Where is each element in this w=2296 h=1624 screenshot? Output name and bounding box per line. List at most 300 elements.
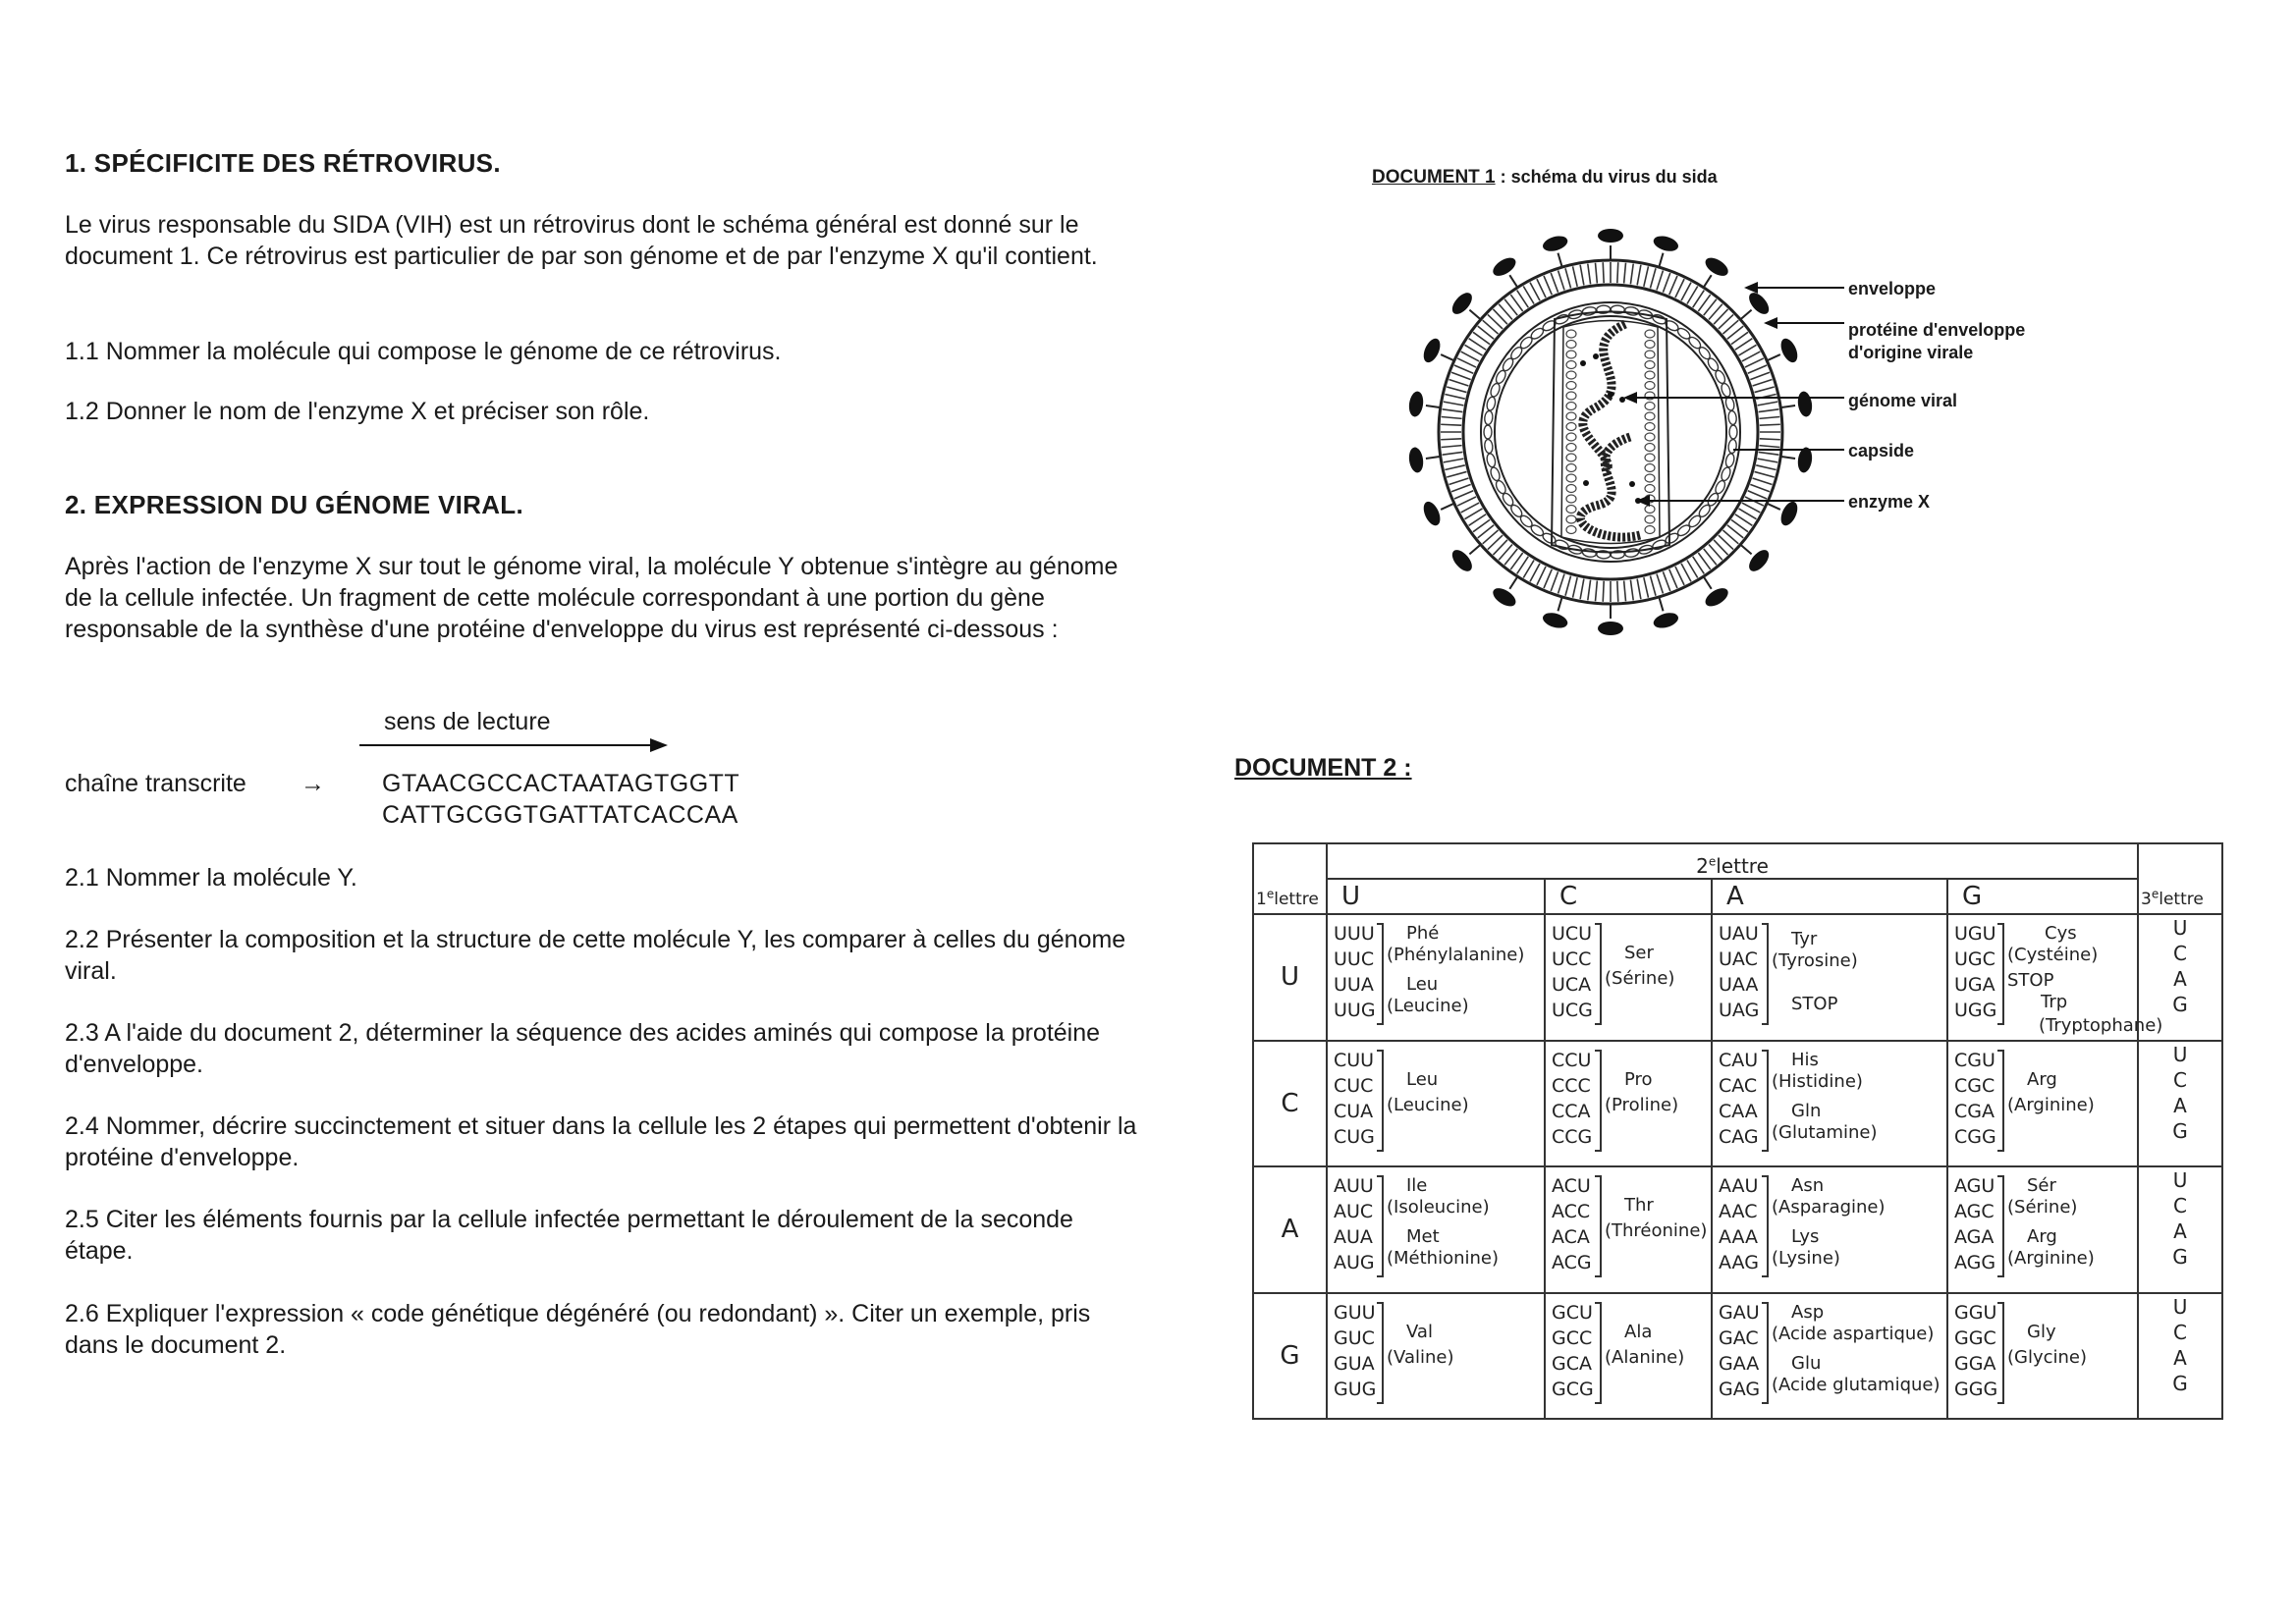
amino-acid-label: Ser (1624, 943, 1654, 964)
viral-genome (1580, 324, 1640, 537)
lipid-tick (1742, 503, 1760, 513)
codon: CGA (1954, 1100, 1995, 1122)
document2-title: DOCUMENT 2 : (1234, 754, 1412, 782)
lipid-tick (1644, 266, 1649, 286)
codon-bracket (1377, 1302, 1384, 1404)
codon: CGG (1954, 1125, 1996, 1148)
amino-acid-label: (Alanine) (1605, 1346, 1685, 1368)
amino-acid-label: (Sérine) (2007, 1197, 2078, 1218)
label-genome: génome viral (1848, 391, 1958, 410)
capsid-bead (1484, 410, 1494, 425)
amino-acid-label: Ala (1624, 1321, 1653, 1342)
question-2-5: 2.5 Citer les éléments fournis par la cellule infectée permettant le déroulement de la seconde étape. (65, 1206, 1073, 1265)
third-letter: G (2172, 993, 2188, 1017)
third-letter: G (2172, 1245, 2188, 1270)
third-letter: U (2172, 916, 2188, 941)
lipid-tick (1657, 270, 1663, 290)
lipid-tick (1454, 491, 1473, 499)
amino-acid-label: Met (1406, 1226, 1440, 1248)
codon-cell (1327, 1041, 1545, 1166)
codon: UCC (1552, 948, 1592, 971)
capsid-bead (1624, 306, 1639, 316)
lipid-tick (1603, 262, 1604, 283)
document1-caption (1372, 167, 1718, 189)
lipid-tick (1530, 283, 1540, 300)
codon: GUC (1334, 1326, 1375, 1349)
lipid-tick (1756, 465, 1776, 470)
codon: AAU (1719, 1175, 1759, 1198)
codon-cell (1327, 1293, 1545, 1419)
lipid-tick (1675, 567, 1684, 585)
lipid-tick (1442, 416, 1462, 418)
codon-cell (1545, 1041, 1712, 1166)
lipid-tick (1588, 580, 1591, 601)
codon: GUU (1334, 1301, 1376, 1324)
viral-core (1552, 312, 1669, 553)
codon: GCC (1552, 1326, 1593, 1349)
codon: AUA (1334, 1226, 1373, 1249)
codon: GCA (1552, 1352, 1592, 1375)
lipid-tick (1449, 380, 1468, 386)
codon-bracket (1377, 1050, 1384, 1152)
envelope-spike (1420, 499, 1454, 527)
lipid-tick (1663, 571, 1669, 591)
third-letter: C (2173, 1067, 2187, 1092)
codon: GUG (1334, 1378, 1377, 1400)
envelope-spike (1652, 234, 1680, 267)
third-letter: U (2172, 1168, 2188, 1193)
core-bead (1645, 382, 1655, 390)
lipid-tick (1748, 365, 1767, 373)
lipid-tick (1657, 574, 1663, 594)
third-letter-column (2138, 1166, 2222, 1292)
lipid-tick (1663, 273, 1669, 293)
table-row (1253, 1041, 2222, 1166)
question-1-2: 1.2 Donner le nom de l'enzyme X et préciser son rôle. (65, 398, 650, 425)
lipid-tick (1750, 372, 1770, 379)
core-bead (1645, 361, 1655, 369)
lipid-tick (1530, 564, 1540, 581)
section2-intro: Après l'action de l'enzyme X sur tout le génome viral, la molécule Y obtenue s'intègre au génome de la cellule infectée. Un fragment de cette molécule correspondant à une portion du gène responsable de la synthèse d'une protéine d'enveloppe du virus est représenté ci-dessous : (65, 553, 1119, 643)
third-letter-column (2138, 1041, 2222, 1166)
amino-acid-label: (Acide aspartique) (1772, 1323, 1935, 1344)
codon: AAC (1719, 1201, 1758, 1223)
lipid-tick (1537, 567, 1546, 585)
amino-acid-label: Trp (2041, 992, 2068, 1013)
core-bead (1566, 474, 1576, 482)
core-bead (1645, 433, 1655, 441)
third-letter: A (2173, 1345, 2187, 1370)
codon: UAG (1719, 1000, 1760, 1022)
header-second-letter (1327, 843, 2138, 879)
codon-cell (1545, 1166, 1712, 1292)
core-bead (1566, 433, 1576, 441)
amino-acid-label: His (1791, 1049, 1819, 1070)
core-bead (1645, 474, 1655, 482)
codon: GUA (1334, 1352, 1375, 1375)
core-bead (1566, 506, 1576, 514)
envelope-spike (1407, 391, 1441, 418)
codon-bracket (1997, 1302, 2004, 1404)
lipid-tick (1551, 571, 1558, 591)
codon-cell (1327, 1166, 1545, 1292)
codon: AUC (1334, 1201, 1374, 1223)
lipid-tick (1675, 279, 1684, 298)
envelope-spike (1407, 447, 1441, 474)
codon: ACA (1552, 1226, 1590, 1249)
core-bead (1645, 412, 1655, 420)
core-bead (1566, 403, 1576, 410)
capsid (1481, 302, 1740, 562)
envelope-spike (1420, 336, 1454, 364)
label-enzyme: enzyme X (1848, 492, 1931, 512)
amino-acid-label: (Tyrosine) (1772, 950, 1858, 972)
section2-title: 2. EXPRESSION DU GÉNOME VIRAL. (65, 490, 523, 519)
column-header-a: A (1712, 879, 1947, 914)
third-letter: A (2173, 1219, 2187, 1244)
lipid-tick (1444, 459, 1464, 462)
transcribed-strand: GTAACGCCACTAATAGTGGTT (382, 770, 740, 797)
lipid-tick (1454, 365, 1473, 373)
table-row (1253, 1166, 2222, 1292)
capsid-bead (1724, 453, 1735, 467)
amino-acid-label: Sér (2027, 1175, 2056, 1197)
capsid-bead (1486, 453, 1497, 467)
amino-acid-label: (Acide glutamique) (1772, 1374, 1941, 1395)
lipid-tick (1447, 471, 1466, 477)
codon-bracket (1377, 923, 1384, 1025)
section1-intro: Le virus responsable du SIDA (VIH) est un rétrovirus dont le schéma général est donné sur le document 1. Ce rétrovirus est particulier de par son génome et de par l'enzyme X qu'il contient. (65, 211, 1098, 270)
core-bead (1645, 330, 1655, 338)
amino-acid-label: (Méthionine) (1387, 1248, 1500, 1270)
core-bead (1645, 515, 1655, 523)
lipid-tick (1558, 270, 1564, 290)
core-bead (1566, 361, 1576, 369)
amino-acid-label: Asp (1791, 1301, 1825, 1323)
envelope-spike (1449, 545, 1481, 575)
core-bead (1566, 454, 1576, 461)
lipid-tick (1580, 265, 1584, 286)
amino-acid-label: Lys (1791, 1226, 1820, 1248)
table-row (1253, 914, 2222, 1040)
core-bead (1566, 515, 1576, 523)
amino-acid-label: (Leucine) (1387, 1094, 1469, 1115)
core-bead (1566, 371, 1576, 379)
core-bead (1645, 403, 1655, 410)
envelope-spike (1541, 597, 1569, 630)
amino-acid-label: (Asparagine) (1772, 1197, 1886, 1218)
envelope-spike (1598, 229, 1623, 260)
third-letter: G (2172, 1118, 2188, 1143)
core-bead (1566, 351, 1576, 358)
lipid-tick (1537, 279, 1546, 298)
lipid-tick (1750, 484, 1770, 491)
question-2-1: 2.1 Nommer la molécule Y. (65, 864, 357, 892)
codon: CAC (1719, 1074, 1758, 1097)
lipid-tick (1451, 372, 1471, 379)
lipid-tick (1588, 264, 1591, 285)
codon-bracket (1762, 1175, 1769, 1277)
codon: UCA (1552, 974, 1592, 997)
amino-acid-label: (Glycine) (2007, 1346, 2088, 1368)
lipid-tick (1624, 580, 1626, 601)
codon: GCU (1552, 1301, 1593, 1324)
codon: UCU (1552, 923, 1593, 946)
lipid-tick (1755, 387, 1775, 393)
lipid-tick (1558, 574, 1564, 594)
core-bead (1566, 423, 1576, 431)
amino-acid-label: Tyr (1791, 929, 1818, 950)
codon: CCG (1552, 1125, 1593, 1148)
row-header-a: A (1253, 1166, 1327, 1292)
lipid-tick (1760, 439, 1780, 440)
lipid-tick (1603, 581, 1604, 602)
lipid-tick (1595, 580, 1597, 601)
amino-acid-label: (Valine) (1387, 1346, 1454, 1368)
capsid-bead (1729, 425, 1737, 439)
lipid-tick (1759, 409, 1779, 412)
envelope-spike (1740, 545, 1773, 575)
envelope-spike (1541, 234, 1569, 267)
lipid-tick (1441, 439, 1461, 440)
codon: CUG (1334, 1125, 1375, 1148)
codon: GCG (1552, 1378, 1594, 1400)
codon-bracket (1762, 1302, 1769, 1404)
core-bead (1645, 464, 1655, 472)
envelope-spike (1780, 391, 1814, 418)
core-bead (1566, 526, 1576, 534)
codon-bracket (1997, 923, 2004, 1025)
third-letter: C (2173, 1194, 2187, 1218)
envelope-spike (1767, 499, 1801, 527)
row-header-c: C (1253, 1041, 1327, 1166)
codon: UGG (1954, 1000, 1997, 1022)
core-bead (1566, 412, 1576, 420)
amino-acid-label: (Isoleucine) (1387, 1197, 1490, 1218)
codon: GAG (1719, 1378, 1761, 1400)
amino-acid-label: Arg (2027, 1226, 2057, 1248)
codon: UUU (1334, 923, 1375, 946)
strand-arrow: → (301, 770, 325, 797)
codon: GAC (1719, 1326, 1759, 1349)
codon-cell (1947, 1293, 2138, 1419)
codon: AUG (1334, 1252, 1375, 1274)
question-2-3: 2.3 A l'aide du document 2, déterminer la séquence des acides aminés qui compose la protéine d'enveloppe. (65, 1019, 1101, 1078)
envelope-spike (1740, 290, 1773, 320)
codon: CAU (1719, 1049, 1759, 1071)
lipid-tick (1580, 579, 1584, 600)
codon: CAG (1719, 1125, 1759, 1148)
codon: CAA (1719, 1100, 1758, 1122)
amino-acid-label: Gln (1791, 1100, 1822, 1121)
label-capside: capside (1848, 441, 1915, 460)
amino-acid-label: Cys (2045, 923, 2077, 945)
amino-acid-label: (Thréonine) (1605, 1220, 1708, 1242)
core-bead (1566, 444, 1576, 452)
lipid-tick (1565, 268, 1571, 288)
question-1-1: 1.1 Nommer la molécule qui compose le génome de ce rétrovirus. (65, 338, 782, 365)
codon-bracket (1595, 1175, 1602, 1277)
document1-label: DOCUMENT 1 (1372, 167, 1496, 188)
lipid-tick (1544, 276, 1552, 295)
core-bead (1566, 341, 1576, 349)
lipid-tick (1650, 268, 1656, 288)
lipid-tick (1681, 283, 1691, 300)
capsid-bead (1486, 396, 1497, 410)
core-bead (1645, 423, 1655, 431)
lipid-tick (1637, 265, 1641, 286)
envelope-spike (1490, 254, 1518, 288)
amino-acid-label: Thr (1624, 1195, 1654, 1217)
codon-cell (1327, 914, 1545, 1040)
capsid-bead (1484, 439, 1494, 454)
lipid-tick (1443, 409, 1463, 412)
lettre1-text: 1elettre (1256, 887, 1319, 910)
envelope-spike (1702, 254, 1730, 288)
amino-acid-label: Glu (1791, 1352, 1822, 1374)
lipid-tick (1444, 402, 1464, 406)
codon: UGC (1954, 948, 1995, 971)
core-bead (1566, 464, 1576, 472)
amino-acid-label: (Cystéine) (2007, 945, 2099, 966)
reading-direction-arrowhead (650, 738, 668, 752)
codon-cell (1712, 914, 1947, 1040)
lipid-tick (1441, 424, 1461, 425)
codon-cell (1545, 1293, 1712, 1419)
lipid-tick (1573, 266, 1578, 286)
question-2-4: 2.4 Nommer, décrire succinctement et situer dans la cellule les 2 étapes qui permettent d'obtenir la protéine d'enveloppe. (65, 1112, 1137, 1171)
core-bead (1566, 485, 1576, 493)
core-bead (1566, 382, 1576, 390)
header-third-letter (2138, 843, 2222, 914)
codon-cell (1545, 914, 1712, 1040)
codon-bracket (1762, 1050, 1769, 1152)
amino-acid-label: (Leucine) (1387, 996, 1469, 1017)
codon-bracket (1377, 1175, 1384, 1277)
lettre2-text: 2elettre (1696, 854, 1769, 879)
label-proteine-line2: d'origine virale (1848, 343, 1974, 362)
amino-acid-label: (Phénylalanine) (1387, 945, 1525, 966)
label-proteine-line1: protéine d'enveloppe (1848, 320, 2026, 340)
header-first-letter (1253, 843, 1327, 914)
lettre3-text: 3elettre (2141, 887, 2204, 910)
codon: CGU (1954, 1049, 1995, 1071)
lipid-tick (1445, 465, 1464, 470)
core-bead (1566, 392, 1576, 400)
amino-acid-label: Leu (1406, 1068, 1439, 1090)
codon: AUU (1334, 1175, 1374, 1198)
row-header-u: U (1253, 914, 1327, 1040)
third-letter: C (2173, 1320, 2187, 1344)
third-letter: G (2172, 1371, 2188, 1395)
codon: UAU (1719, 923, 1759, 946)
core-bead (1645, 351, 1655, 358)
codon-cell (1712, 1293, 1947, 1419)
codon: AGC (1954, 1201, 1995, 1223)
lipid-tick (1544, 569, 1552, 588)
lipid-tick (1442, 446, 1462, 448)
lipid-tick (1457, 358, 1476, 367)
core-bead (1645, 444, 1655, 452)
amino-acid-label: (Tryptophane) (2039, 1015, 2163, 1037)
question-2-6: 2.6 Expliquer l'expression « code génétique dégénéré (ou redondant) ». Citer un exemple, pris dans le document 2. (65, 1300, 1091, 1359)
envelope-spike (1490, 576, 1518, 610)
lipid-tick (1565, 576, 1571, 596)
lipid-tick (1759, 416, 1779, 418)
codon: ACU (1552, 1175, 1591, 1198)
codon: UAC (1719, 948, 1758, 971)
amino-acid-label: (Sérine) (1605, 968, 1675, 990)
codon: UUG (1334, 1000, 1376, 1022)
codon-bracket (1997, 1050, 2004, 1152)
lipid-tick (1745, 358, 1764, 367)
virus-diagram (1375, 211, 1886, 643)
envelope-spike (1767, 336, 1801, 364)
codon: UUC (1334, 948, 1375, 971)
amino-acid-label: (Lysine) (1772, 1248, 1840, 1270)
codon: UCG (1552, 1000, 1593, 1022)
third-letter: C (2173, 942, 2187, 966)
core-bead (1645, 341, 1655, 349)
codon-cell (1947, 914, 2163, 1040)
core-bead (1645, 526, 1655, 534)
lipid-tick (1617, 262, 1618, 283)
third-letter: A (2173, 1093, 2187, 1117)
lipid-tick (1748, 491, 1767, 499)
genetic-code-table (1252, 842, 2223, 1420)
core-bead (1566, 330, 1576, 338)
codon: GGG (1954, 1378, 1998, 1400)
codon: GGU (1954, 1301, 1997, 1324)
lipid-tick (1461, 503, 1479, 513)
lipid-tick (1461, 352, 1479, 361)
codon: AGG (1954, 1252, 1996, 1274)
amino-acid-label: Leu (1406, 974, 1439, 996)
lipid-tick (1753, 380, 1773, 386)
section1-title: 1. SPÉCIFICITE DES RÉTROVIRUS. (65, 148, 501, 178)
codon: CGC (1954, 1074, 1995, 1097)
column-header-g: G (1947, 879, 2138, 914)
amino-acid-label: (Glutamine) (1772, 1121, 1878, 1143)
label-enveloppe: enveloppe (1848, 279, 1937, 298)
core-bead (1645, 454, 1655, 461)
capsid-bead (1624, 548, 1639, 558)
amino-acid-label: Arg (2027, 1068, 2057, 1090)
codon-bracket (1595, 923, 1602, 1025)
amino-acid-label: STOP (2007, 970, 2054, 992)
third-letter: U (2172, 1042, 2188, 1066)
core-bead (1645, 485, 1655, 493)
lipid-tick (1759, 452, 1779, 455)
lipid-tick (1650, 576, 1656, 596)
envelope-spike (1449, 290, 1481, 320)
envelope-spike (1598, 604, 1623, 635)
codon: CUU (1334, 1049, 1375, 1071)
lipid-tick (1753, 478, 1773, 484)
row-header-g: G (1253, 1293, 1327, 1419)
amino-acid-label: Val (1406, 1321, 1433, 1342)
third-letter: U (2172, 1294, 2188, 1319)
capsid-bead (1727, 410, 1737, 425)
capsid-bead (1582, 306, 1597, 316)
codon: UUA (1334, 974, 1374, 997)
lipid-tick (1742, 352, 1760, 361)
reading-direction-label: sens de lecture (384, 708, 551, 735)
lipid-tick (1630, 264, 1633, 285)
amino-acid-label: (Histidine) (1772, 1070, 1863, 1092)
lipid-tick (1758, 459, 1778, 462)
lipid-tick (1758, 402, 1778, 406)
